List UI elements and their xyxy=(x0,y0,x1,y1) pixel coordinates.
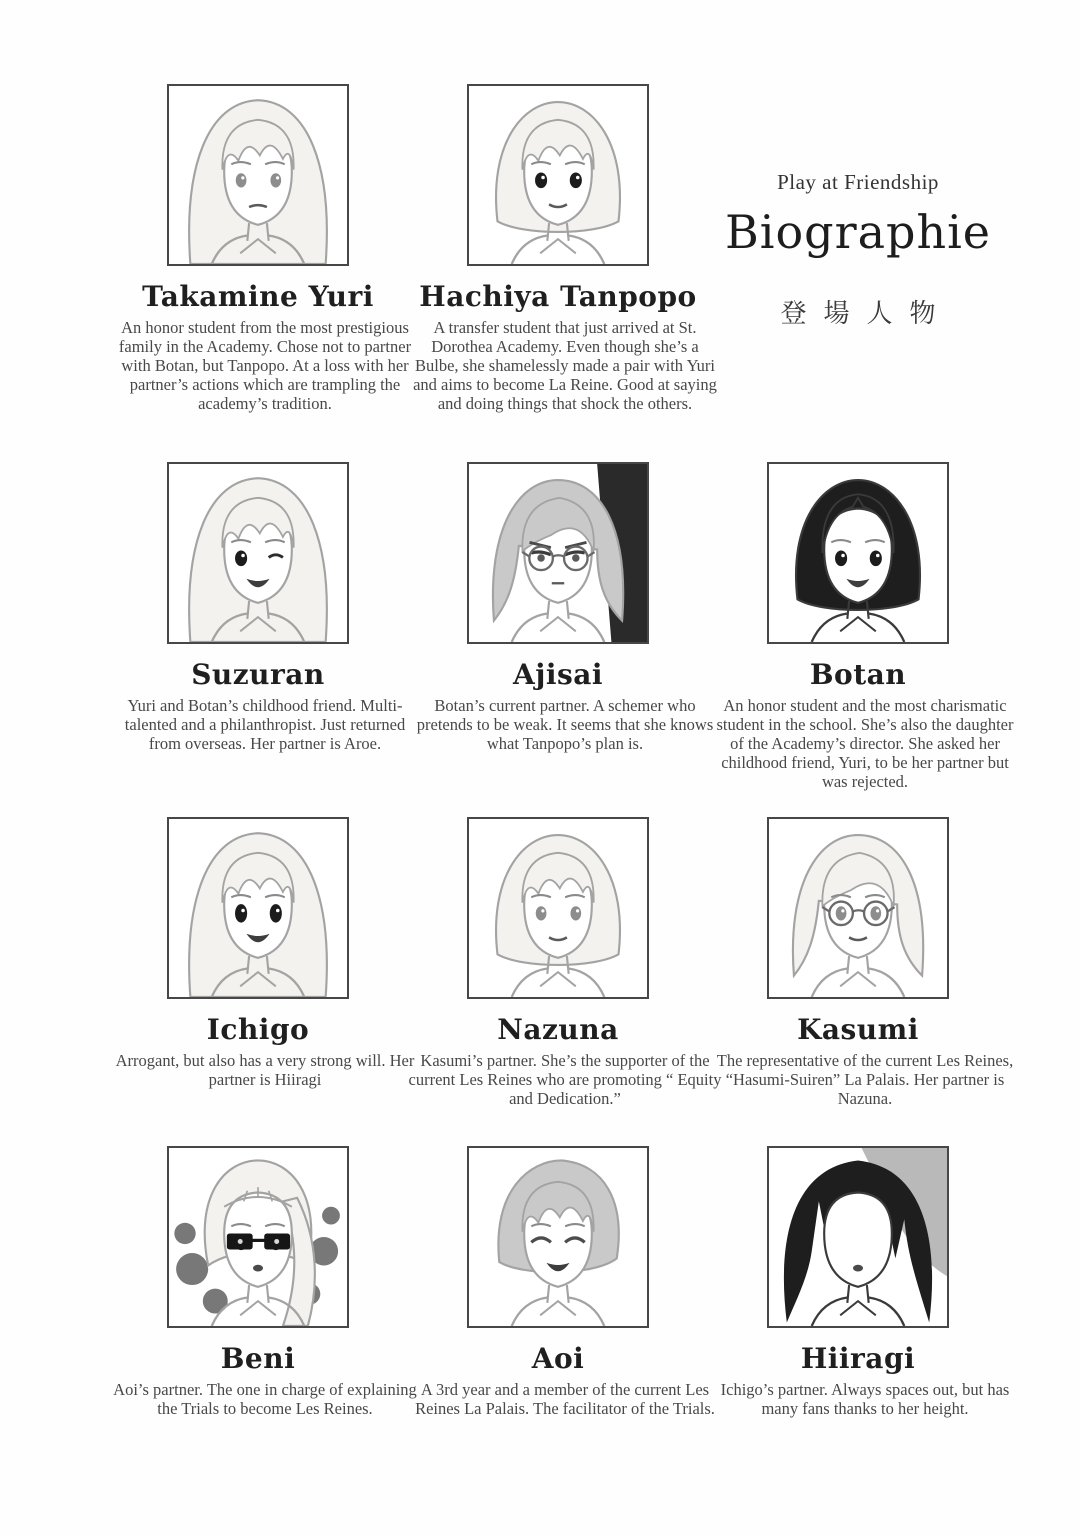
character-card-ichigo xyxy=(108,817,415,1090)
character-name: Botan xyxy=(809,658,907,691)
character-card-kasumi xyxy=(708,817,1014,1109)
portrait-hachiya-tanpopo xyxy=(467,84,649,266)
character-card-nazuna xyxy=(408,817,722,1109)
character-name: Kasumi xyxy=(797,1013,919,1046)
character-grid xyxy=(108,84,1080,1418)
portrait-nazuna xyxy=(467,817,649,999)
character-name: Hiiragi xyxy=(800,1342,916,1375)
portrait-aoi xyxy=(467,1146,649,1328)
portrait-ichigo xyxy=(167,817,349,999)
portrait-botan xyxy=(767,462,949,644)
character-description: An honor student from the most prestigious family in the Academy. Chose not to partner with Botan, but Tanpopo. At a loss with her partner’s actions which are trampling the academy’s tradition. xyxy=(118,318,412,414)
jp-caption: 登場人物 xyxy=(780,299,953,328)
character-description: Botan’s current partner. A schemer who pretends to be weak. It seems that she knows what Tanpopo’s plan is. xyxy=(416,696,714,754)
portrait-beni xyxy=(167,1146,349,1328)
title-block xyxy=(708,84,1008,462)
character-description: Kasumi’s partner. She’s the supporter of the current Les Reines who are promoting “ Equity and Dedication.” xyxy=(408,1051,722,1109)
character-description: Yuri and Botan’s childhood friend. Multi-talented and a philanthropist. Just returned from overseas. Her partner is Aroe. xyxy=(124,696,406,754)
character-card-botan xyxy=(708,462,1014,792)
character-description: A transfer student that just arrived at St. Dorothea Academy. Even though she’s a Bulbe, she shamelessly made a pair with Yuri and aims to become La Reine. Good at saying and doing things that shock the others. xyxy=(413,318,717,414)
portrait-takamine-yuri xyxy=(167,84,349,266)
character-card-hachiya-tanpopo xyxy=(408,84,717,414)
character-name: Nazuna xyxy=(497,1013,619,1046)
portrait-suzuran xyxy=(167,462,349,644)
character-description: A 3rd year and a member of the current Les Reines La Palais. The facilitator of the Trials. xyxy=(415,1380,715,1419)
character-card-aoi xyxy=(408,1146,715,1419)
character-name: Hachiya Tanpopo xyxy=(419,280,697,313)
character-card-beni xyxy=(108,1146,417,1419)
character-description: Arrogant, but also has a very strong will. Her partner is Hiiragi xyxy=(115,1051,415,1090)
character-description: Aoi’s partner. The one in charge of explaining the Trials to become Les Reines. xyxy=(113,1380,417,1419)
character-name: Ajisai xyxy=(512,658,604,691)
portrait-kasumi xyxy=(767,817,949,999)
character-name: Takamine Yuri xyxy=(142,280,374,313)
character-card-ajisai xyxy=(408,462,714,754)
page-title: Biographie xyxy=(724,205,992,259)
character-name: Suzuran xyxy=(191,658,325,691)
character-card-hiiragi xyxy=(708,1146,1008,1418)
character-card-suzuran xyxy=(108,462,408,753)
character-description: An honor student and the most charismatic student in the school. She’s also the daughter of the Academy’s director. She asked her childhood friend, Yuri, to be her partner but was rejected. xyxy=(716,696,1014,792)
character-description: The representative of the current Les Reines, “Hasumi-Suiren” La Palais. Her partner is Nazuna. xyxy=(716,1051,1014,1109)
character-card-takamine-yuri xyxy=(108,84,412,414)
character-name: Beni xyxy=(220,1342,296,1375)
series-title: Play at Friendship xyxy=(777,170,939,194)
character-name: Aoi xyxy=(531,1342,585,1375)
portrait-ajisai xyxy=(467,462,649,644)
character-name: Ichigo xyxy=(206,1013,310,1046)
character-description: Ichigo’s partner. Always spaces out, but has many fans thanks to her height. xyxy=(720,1380,1010,1419)
portrait-hiiragi xyxy=(767,1146,949,1328)
